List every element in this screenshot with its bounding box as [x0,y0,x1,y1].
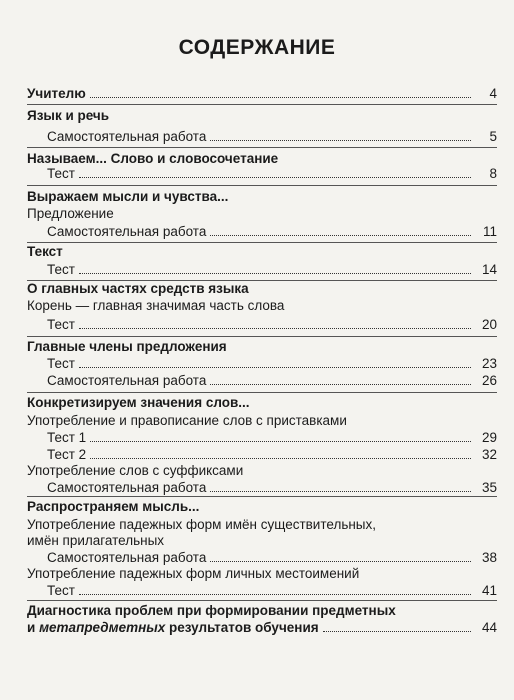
entry-label: Самостоятельная работа [47,550,207,565]
page-number: 26 [481,373,497,388]
leader-dots [90,441,471,442]
toc-entry-spread-test[interactable] [27,583,497,599]
section-title-parts: О главных частях средств языка [27,281,249,296]
section-divider [27,185,497,186]
page-number: 8 [489,166,497,181]
section-title-spread: Распространяем мысль... [27,499,200,514]
leader-dots [323,631,471,632]
entry-label: Тест [47,166,75,181]
section-divider [27,336,497,337]
section-title-members: Главные члены предложения [27,339,227,354]
subsection-root: Корень — главная значимая часть слова [27,298,285,313]
leader-dots [210,561,471,562]
subsection-sentence: Предложение [27,206,114,221]
leader-dots [90,97,471,98]
leader-dots [79,177,471,178]
leader-dots [90,458,471,459]
section-divider [27,392,497,393]
section-title-lang: Язык и речь [27,108,110,123]
entry-label: Тест [47,317,75,332]
section-divider [27,104,497,105]
toc-entry-express-work[interactable] [27,224,497,240]
toc-entry-text-test[interactable] [27,262,497,278]
leader-dots [210,384,471,385]
toc-entry-members-test[interactable] [27,356,497,372]
leader-dots [79,273,471,274]
toc-entry-members-work[interactable] [27,373,497,389]
subsection-cases-line2: имён прилагательных [27,533,165,548]
toc-entry-spread-work[interactable] [27,550,497,566]
entry-label [27,620,319,636]
leader-dots [79,367,471,368]
section-title-name: Называем... Слово и словосочетание [27,151,279,166]
entry-label: Тест [47,583,75,598]
entry-label: Самостоятельная работа [47,480,207,495]
toc-entry-lang-work[interactable] [27,129,497,145]
leader-dots [210,491,471,492]
entry-label: Самостоятельная работа [47,224,207,239]
subsection-prefix: Употребление и правописание слов с приставками [27,413,347,428]
toc-entry-name-test[interactable] [27,166,497,182]
page-number: 23 [481,356,497,371]
entry-label: Тест 1 [47,430,87,445]
entry-label: Тест [47,262,75,277]
entry-label: Самостоятельная работа [47,129,207,144]
leader-dots [210,235,471,236]
entry-label: Учителю [27,86,86,101]
section-title-concretize: Конкретизируем значения слов... [27,395,250,410]
page-number: 14 [481,262,497,277]
page-number: 20 [481,317,497,332]
leader-dots [210,140,471,141]
entry-label: Тест 2 [47,447,87,462]
toc-entry-concretize-test2[interactable] [27,447,497,463]
toc-entry-teacher[interactable] [27,86,497,102]
page-number: 44 [481,620,497,635]
toc-entry-concretize-test1[interactable] [27,430,497,446]
page-number: 38 [481,550,497,565]
section-divider [27,242,497,243]
section-title-diagnostics: Диагностика проблем при формировании предметных [27,603,396,618]
diagnostics-and: и [27,620,40,635]
page-number: 29 [481,430,497,445]
section-divider [27,147,497,148]
leader-dots [79,594,471,595]
entry-label: Самостоятельная работа [47,373,207,388]
subsection-pronouns: Употребление падежных форм личных местоимений [27,566,360,581]
diagnostics-italic: метапредметных [39,620,166,635]
leader-dots [79,328,471,329]
page-title: СОДЕРЖАНИЕ [178,36,336,59]
section-title-express: Выражаем мысли и чувства... [27,189,229,204]
section-title-text: Текст [27,244,63,259]
page-number: 41 [481,583,497,598]
section-divider [27,496,497,497]
subsection-cases-line1: Употребление падежных форм имён существительных, [27,517,377,532]
entry-label: Тест [47,356,75,371]
toc-entry-diagnostics[interactable] [27,620,497,636]
toc-entry-concretize-work[interactable] [27,480,497,496]
diagnostics-end: результатов обучения [165,620,319,635]
page-number: 35 [481,480,497,495]
toc-entry-parts-test[interactable] [27,317,497,333]
subsection-suffix: Употребление слов с суффиксами [27,463,244,478]
page-number: 4 [489,86,497,101]
page-number: 11 [482,224,497,239]
page-number: 5 [489,129,497,144]
page-number: 32 [481,447,497,462]
section-divider [27,600,497,601]
